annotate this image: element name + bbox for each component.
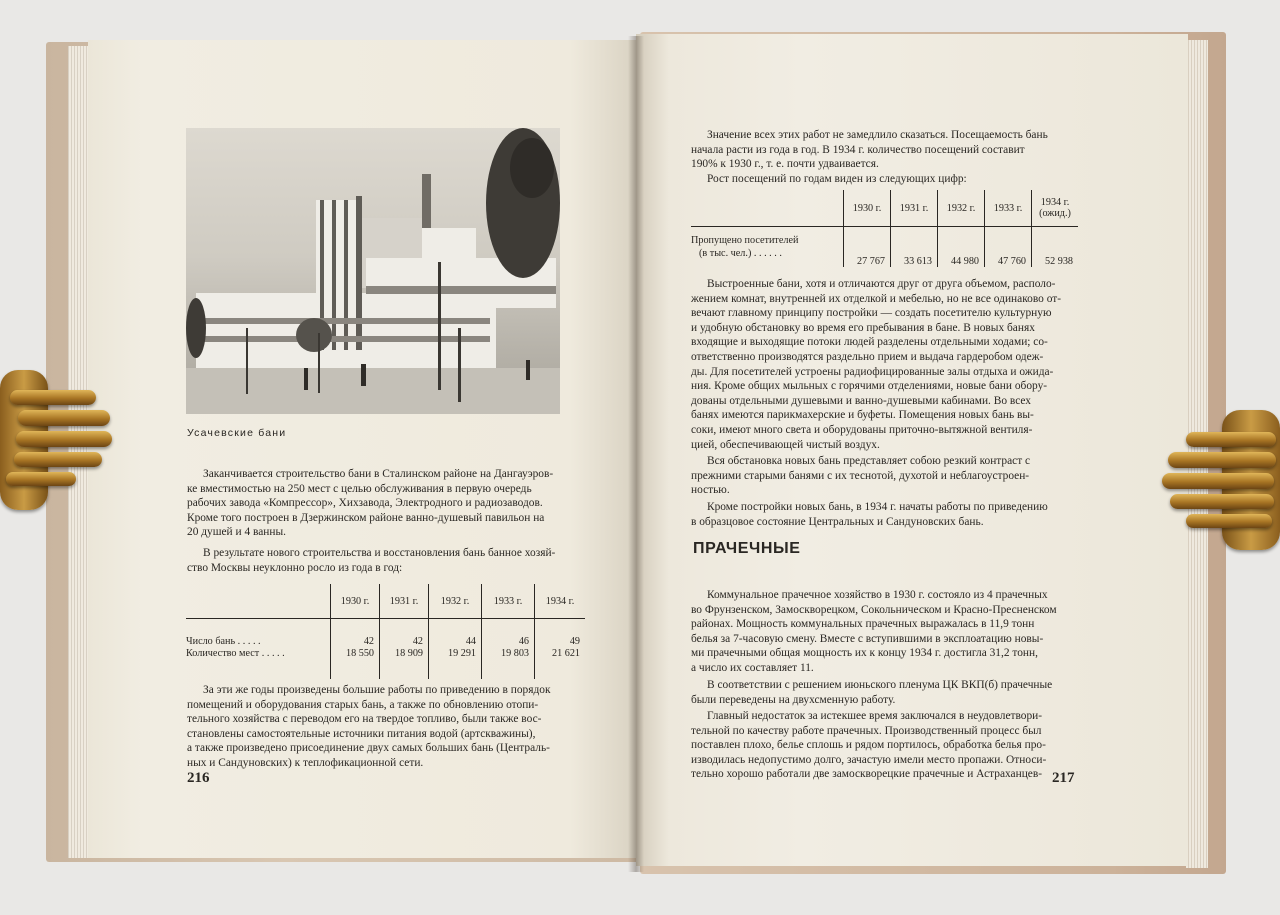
table-cell: 42 <box>331 619 380 648</box>
row-label: Пропущено посетителей (в тыс. чел.) . . . . . . <box>691 235 799 259</box>
page-number-left: 216 <box>187 770 210 786</box>
visitors-table <box>691 190 1078 267</box>
table-header-year: 1932 г. <box>429 584 482 619</box>
table-cell: 47 760 <box>985 227 1032 268</box>
table-row <box>186 647 585 679</box>
table-header-blank <box>691 190 844 227</box>
table-cell: 46 <box>482 619 535 648</box>
row-label: Число бань . . . . . <box>186 635 261 647</box>
right-paragraph-8: Главный недостаток за истекшее время заключался в неудовлетвори- тельной по качеству работе прачечных. Производственный процесс был поставлен плохо, белье сплошь и рядом портилось, обработка белья про- изводилась недопустимо долго, зачастую имели место пропажи. Относи- тельно хорошо работали две замоскворецкие прачечные и Астраханцев- <box>691 710 1047 781</box>
baths-table <box>186 584 585 679</box>
right-paragraph-6: Коммунальное прачечное хозяйство в 1930 г. состояло из 4 прачечных во Фрунзенском, Замоскворецком, Сокольническом и Красно-Пресненском районах. Мощность коммунальных прачечных выражалась в 11,9 тонн белья за 7-часовую смену. Вместе с вступившими в эксплоатацию новы- ми прачечными общая мощность их к концу 1934 г. достигла 31,2 тонн, а число их составляет 11. <box>691 589 1057 674</box>
table-cell: 21 621 <box>535 647 586 679</box>
page-number-right: 217 <box>1052 770 1075 786</box>
table-cell: 52 938 <box>1032 227 1079 268</box>
table-header-year: 1930 г. <box>844 190 891 227</box>
table-row <box>186 619 585 648</box>
table-header-year: 1932 г. <box>938 190 985 227</box>
table-cell: 19 803 <box>482 647 535 679</box>
left-paragraph-2: В результате нового строительства и восстановления бань банное хозяй- ство Москвы неуклонно росло из года в год: <box>187 547 556 574</box>
section-heading: ПРАЧЕЧНЫЕ <box>693 540 801 557</box>
right-paragraph-3: Выстроенные бани, хотя и отличаются друг от друга объемом, располо- жением комнат, внутренней их отделкой и мебелью, но не все одинаково от- вечают главному принципу постройки — создать посетителю культурную и удобную обстановку во время его пребывания в бане. В новых банях входящие и выходящие потоки людей разделены отдельными ходами; со- ответственно производятся раздельно прием и выдача гардеробом одеж- ды. Для посетителей устроены радиофицированные залы отдыха и ожида- ния. Кроме общих мыльных с горячими отделениями, новые бани обору- дованы отдельными душевыми и ванно-душевыми кабинами. Во всех банях имеются парикмахерские и буфеты. Помещения новых бань вы- соки, имеют много света и оборудованы приточно-вытяжной вентиля- цией, обеспечивающей чистый воздух. <box>691 278 1062 451</box>
book-gutter <box>628 36 644 872</box>
right-paragraph-4: Вся обстановка новых бань представляет собою резкий контраст с прежними старыми банями с их теснотой, духотой и неблагоустроен- ностью. <box>691 455 1031 497</box>
left-paragraph-3: За эти же годы произведены большие работы по приведению в порядок помещений и оборудования старых бань, а также по обновлению отопи- тельного хозяйства с переводом его на твердое топливо, были также вос- становлены самостоятельные источники питания водой (артскважины), а также произведено присоединение двух самых больших бань (Централь- ных и Сандуновских) к теплофикационной сети. <box>187 684 551 769</box>
table-cell: 19 291 <box>429 647 482 679</box>
table-cell: 18 550 <box>331 647 380 679</box>
photo-caption: Усачевские бани <box>187 427 287 439</box>
table-header-blank <box>186 584 331 619</box>
table-cell: 33 613 <box>891 227 938 268</box>
table-cell: 18 909 <box>380 647 429 679</box>
right-paragraph-1: Значение всех этих работ не замедлило сказаться. Посещаемость бань начала расти из года в год. В 1934 г. количество посещений составит 190% к 1930 г., т. е. почти удваивается. <box>691 129 1048 171</box>
table-cell: 44 <box>429 619 482 648</box>
table-cell: 44 980 <box>938 227 985 268</box>
table-note: (ожид.) <box>1039 208 1071 219</box>
table-row <box>691 227 1078 268</box>
table-header-year-last: 1934 г. (ожид.) <box>1032 190 1079 227</box>
table-header-year: 1931 г. <box>380 584 429 619</box>
row-label: Количество мест . . . . . <box>186 647 285 659</box>
table-cell: 42 <box>380 619 429 648</box>
table-header-year: 1934 г. <box>535 584 586 619</box>
table-cell: 27 767 <box>844 227 891 268</box>
left-paragraph-1: Заканчивается строительство бани в Сталинском районе на Дангауэров- ке вместимостью на 250 мест с целью обслуживания в первую очередь рабочих завода «Компрессор», Хихзавода, Электродного и радиозаводов. Кроме того построен в Дзержинском районе ванно-душевый павильон на 20 душей и 4 ванны. <box>187 468 554 539</box>
right-paragraph-2: Рост посещений по годам виден из следующих цифр: <box>707 173 967 185</box>
right-paragraph-7: В соответствии с решением июньского пленума ЦК ВКП(б) прачечные были переведены на двухсменную работу. <box>691 679 1053 706</box>
right-paragraph-5: Кроме постройки новых бань, в 1934 г. начаты работы по приведению в образцовое состояние Центральных и Сандуновских бань. <box>691 501 1048 528</box>
bathhouse-photo <box>186 128 560 414</box>
table-cell: 49 <box>535 619 586 648</box>
table-header-year: 1930 г. <box>331 584 380 619</box>
table-header-year: 1931 г. <box>891 190 938 227</box>
table-header-year: 1933 г. <box>985 190 1032 227</box>
table-header-year: 1933 г. <box>482 584 535 619</box>
